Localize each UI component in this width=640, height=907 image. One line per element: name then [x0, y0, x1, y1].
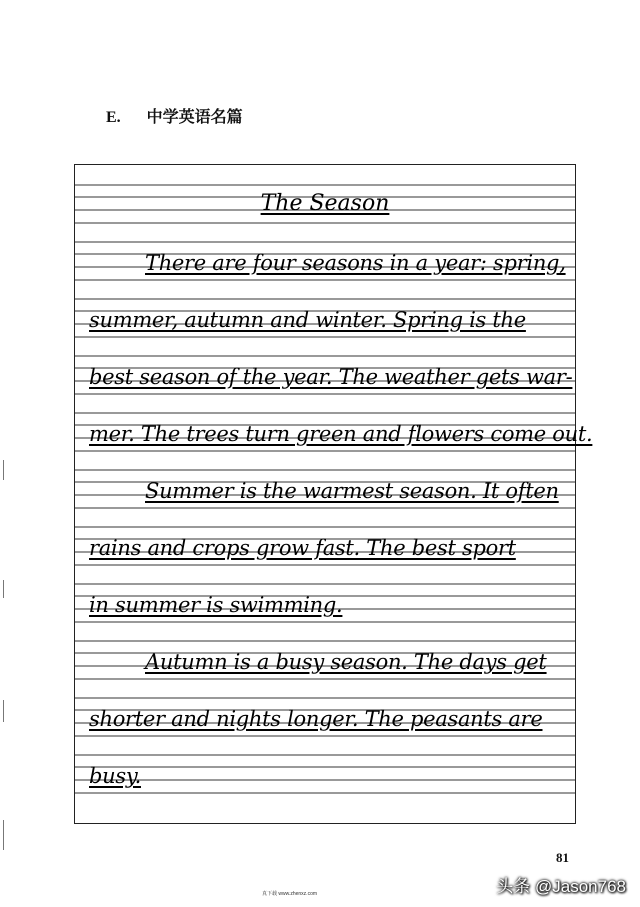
- scan-edge-mark: [3, 700, 4, 722]
- passage-line: mer. The trees turn green and flowers come out.: [89, 422, 593, 446]
- section-letter: E.: [106, 109, 121, 126]
- watermark: 头条 @Jason768: [496, 877, 626, 896]
- passage-line: summer, autumn and winter. Spring is the: [89, 308, 526, 332]
- section-title: 中学英语名篇: [146, 109, 243, 126]
- passage-title: The Season: [260, 191, 390, 216]
- scan-edge-mark: [3, 820, 4, 850]
- passage-line: There are four seasons in a year: spring,: [145, 251, 566, 275]
- handwriting-practice-box: [74, 164, 593, 824]
- scan-edge-mark: [3, 460, 4, 480]
- passage-line: Summer is the warmest season. It often: [145, 479, 559, 503]
- passage-line: best season of the year. The weather gets war-: [89, 365, 573, 389]
- passage-line: shorter and nights longer. The peasants are: [89, 707, 543, 731]
- section-header: [106, 104, 243, 127]
- passage-line: Autumn is a busy season. The days get: [145, 650, 547, 674]
- passage-line: rains and crops grow fast. The best sport: [89, 536, 516, 560]
- passage-line: busy.: [89, 764, 141, 788]
- scan-edge-mark: [3, 580, 4, 598]
- passage-line: in summer is swimming.: [89, 593, 343, 617]
- footer-url: 真下载 www.zhenxz.com: [262, 891, 318, 897]
- page-number: 81: [556, 850, 569, 865]
